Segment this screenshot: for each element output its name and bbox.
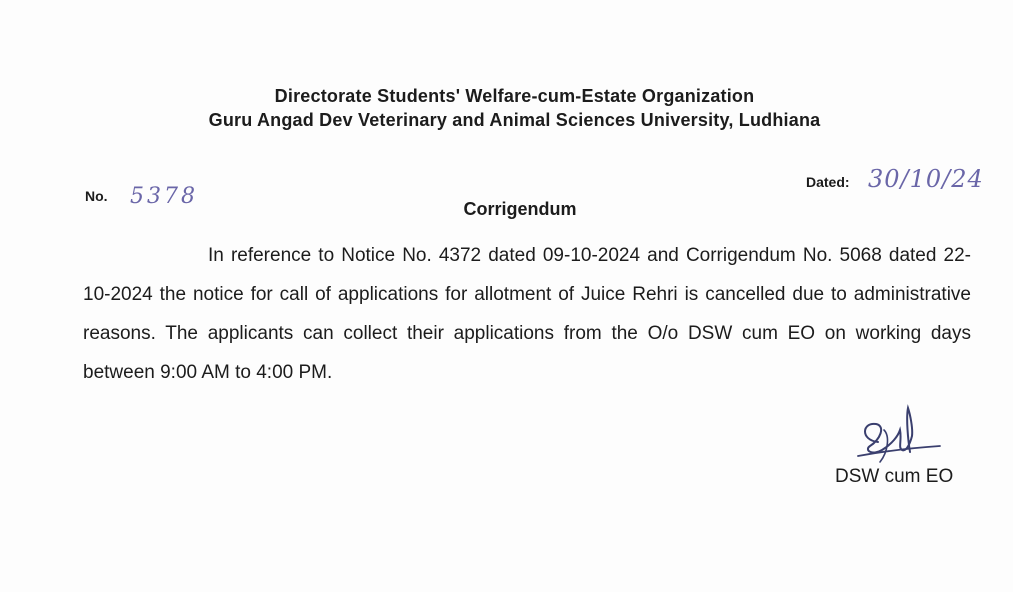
university-name: Guru Angad Dev Veterinary and Animal Sciences University, Ludhiana — [208, 110, 821, 130]
document-title: Corrigendum — [463, 199, 577, 219]
reference-number-label: No. — [85, 188, 108, 204]
signature-image — [840, 400, 950, 470]
organization-name: Directorate Students' Welfare-cum-Estate Organization — [274, 86, 755, 106]
signatory-designation: DSW cum EO — [835, 466, 954, 487]
reference-number-value: 5378 — [130, 184, 198, 209]
date-label: Dated: — [806, 174, 850, 190]
date-value: 30/10/24 — [868, 165, 984, 193]
body-paragraph: In reference to Notice No. 4372 dated 09-10-2024 and Corrigendum No. 5068 dated 22-10-2024 the notice for call of applications for allotment of Juice Rehri is cancelled due to administrative reasons. The applicants can collect their applications from the O/o DSW cum EO on working days between 9:00 AM to 4:00 PM. — [83, 245, 971, 383]
